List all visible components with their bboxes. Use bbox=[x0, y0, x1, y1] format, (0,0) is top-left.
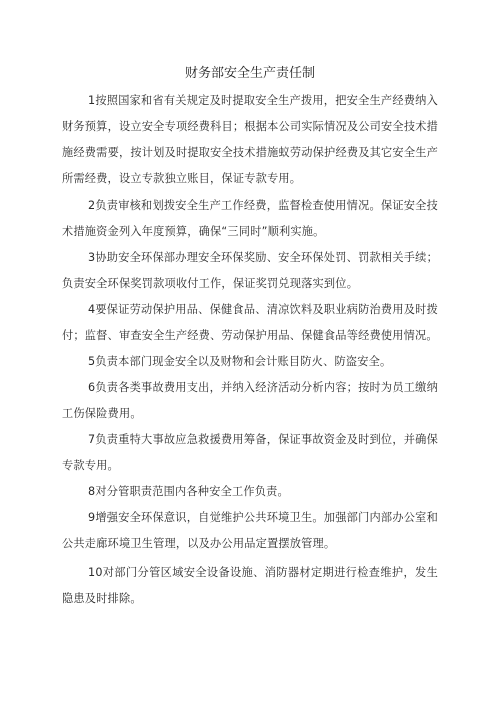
document-title: 财务部安全生产责任制 bbox=[184, 66, 315, 81]
paragraph-4: 4要保证劳动保护用品、保健食品、清凉饮料及职业病防治费用及时拨付；监督、审查安全生产经费、劳动保护用品、保健食品等经费使用情况。 bbox=[62, 303, 438, 342]
paragraph-8: 8对分管职责范围内各种安全工作负责。 bbox=[88, 485, 289, 498]
paragraph-10: 10对部门分管区域安全设备设施、消防器材定期进行检查维护，发生隐患及时排除。 bbox=[62, 566, 438, 605]
paragraph-2: 2负责审核和划拨安全生产工作经费，监督检查使用情况。保证安全技术措施资金列入年度预算，确保“三同时”顺利实施。 bbox=[62, 199, 438, 238]
paragraph-5: 5负责本部门现金安全以及财物和会计账目防火、防盗安全。 bbox=[88, 355, 392, 368]
paragraph-9: 9增强安全环保意识，自觉维护公共环境卫生。加强部门内部办公室和公共走廊环境卫生管理，以及办公用品定置摆放管理。 bbox=[62, 511, 438, 550]
paragraph-3: 3协助安全环保部办理安全环保奖励、安全环保处罚、罚款相关手续；负责安全环保奖罚款项收付工作，保证奖罚兑现落实到位。 bbox=[62, 251, 438, 290]
paragraph-6: 6负责各类事故费用支出，并纳入经济活动分析内容；按时为员工缴纳工伤保险费用。 bbox=[62, 381, 438, 420]
paragraph-1: 1按照国家和省有关规定及时提取安全生产拨用，把安全生产经费纳入财务预算，设立安全专项经费科目；根据本公司实际情况及公司安全技术措施经费需要，按计划及时提取安全技术措施蚁劳动保护经费及其它安全生产所需经费，设立专款独立账目，保证专款专用。 bbox=[62, 94, 438, 185]
paragraph-7: 7负责重特大事故应急救援费用筹备，保证事故资金及时到位，并确保专款专用。 bbox=[62, 433, 438, 472]
